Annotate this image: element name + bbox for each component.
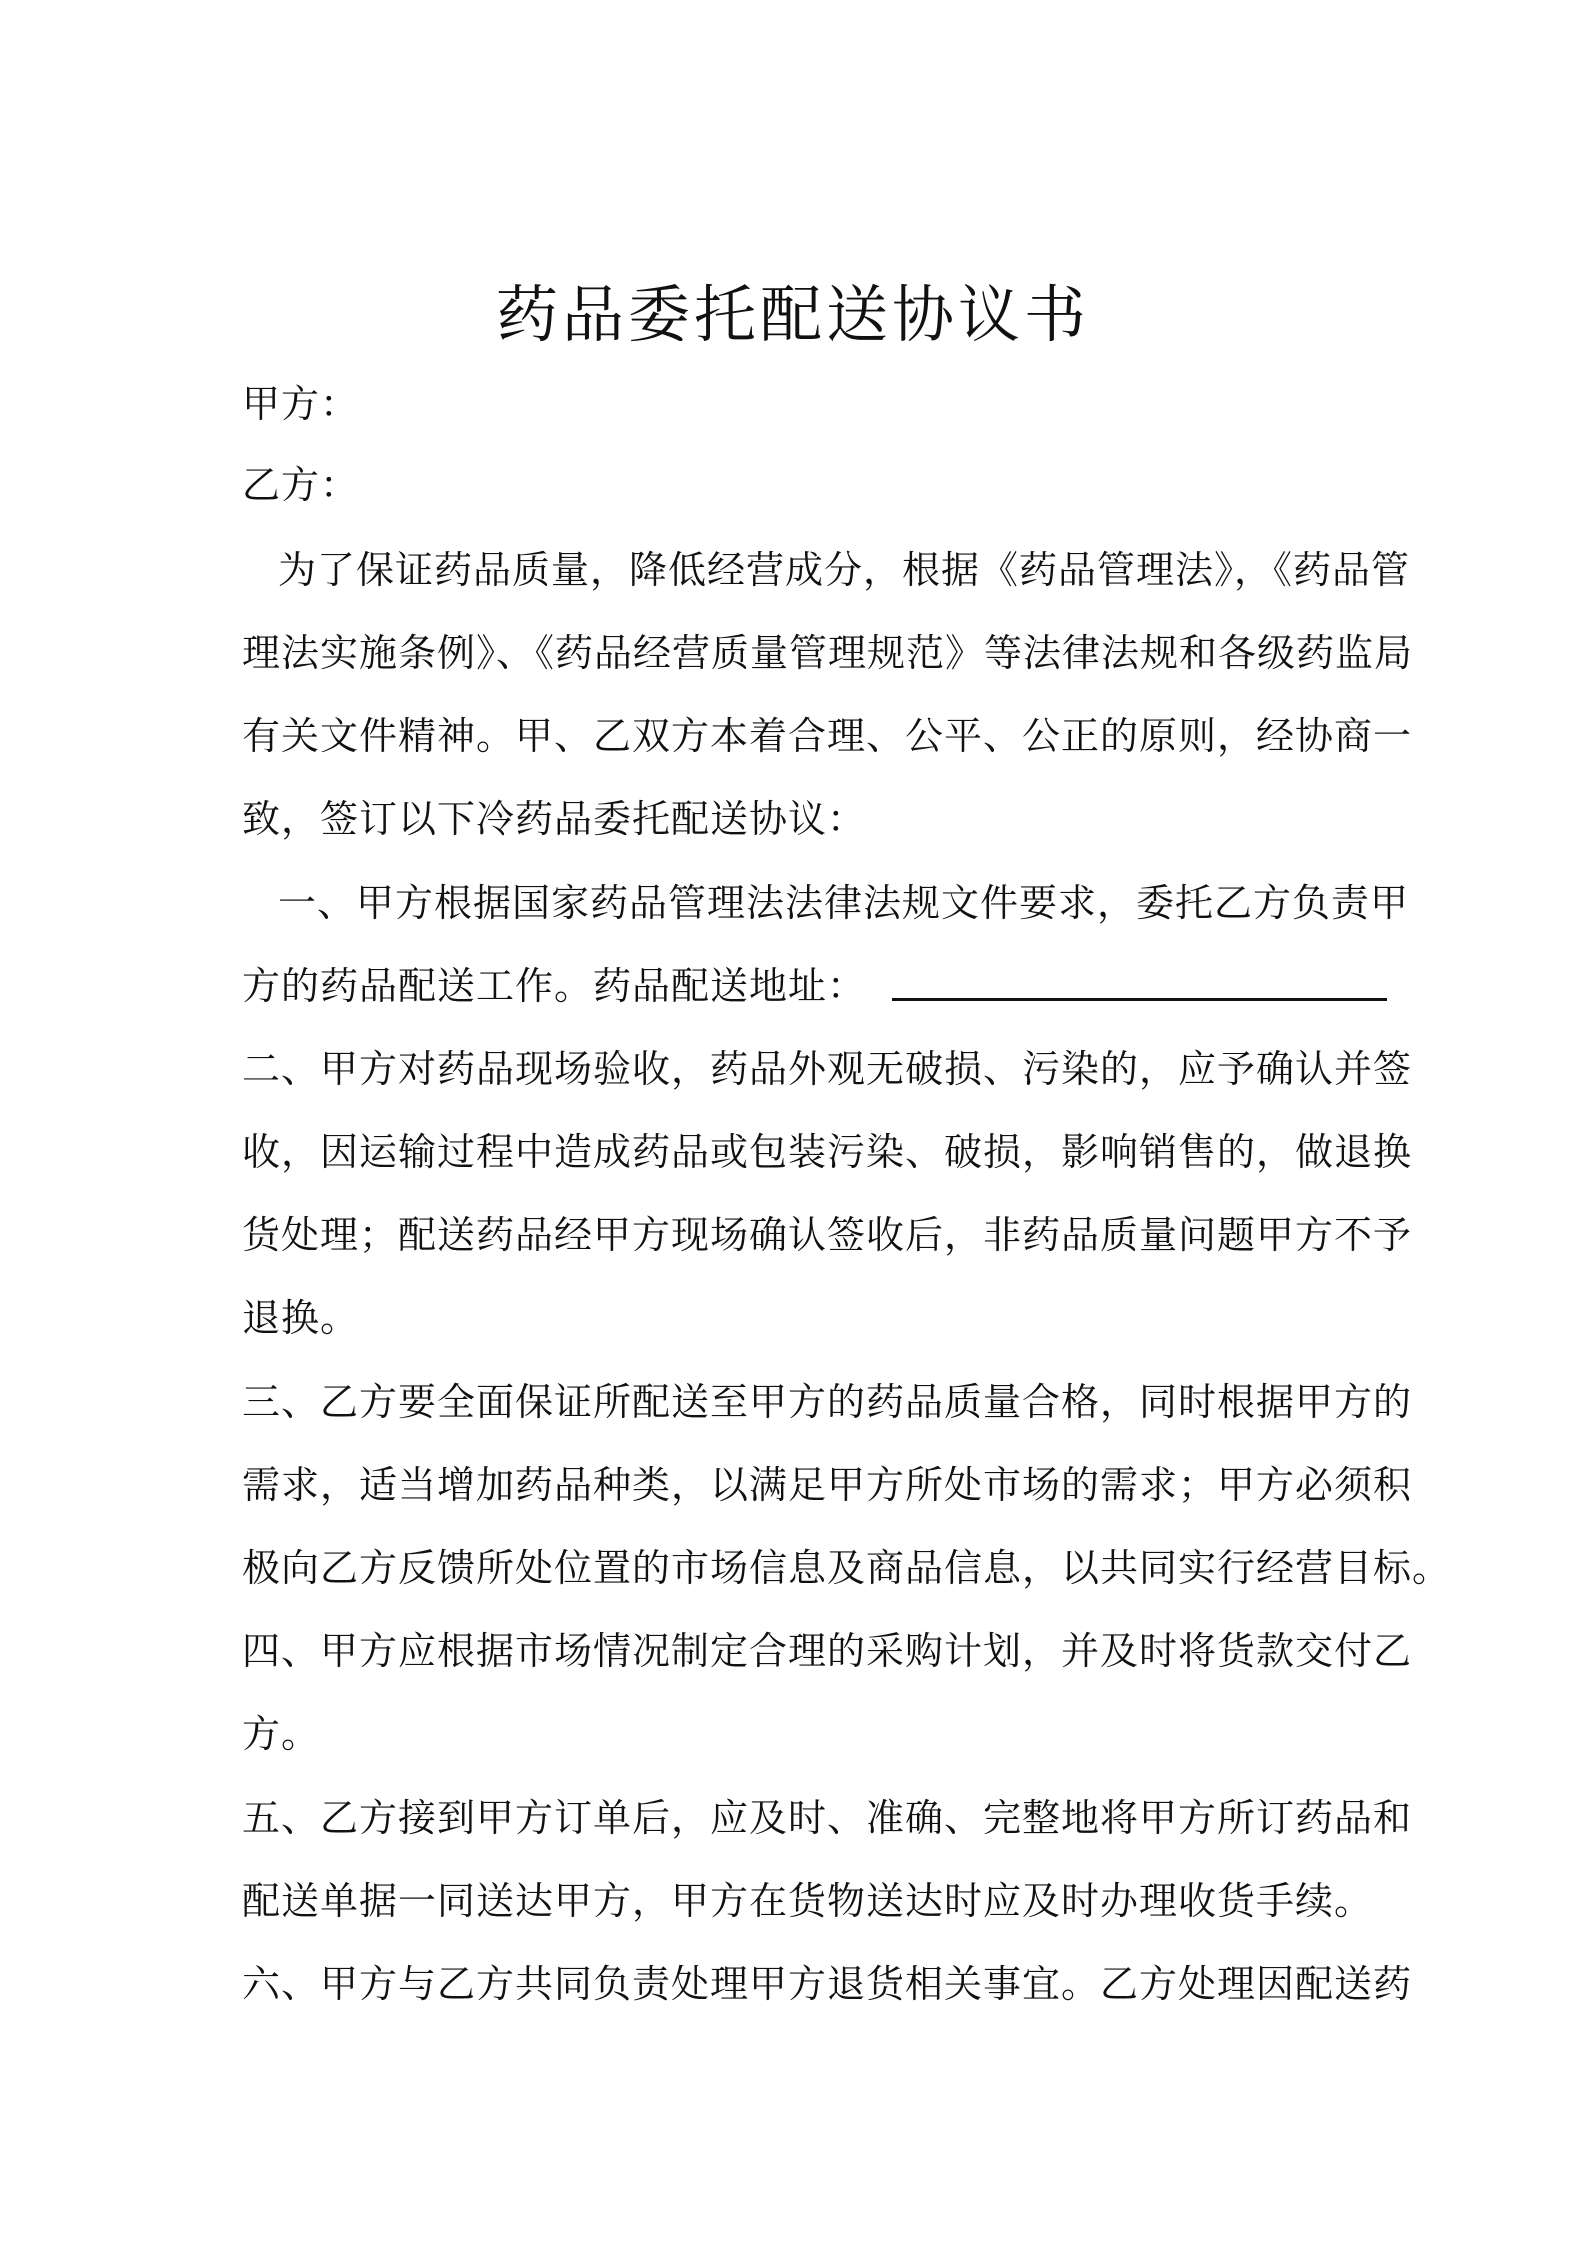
clause-3-line-3: 极向乙方反馈所处位置的市场信息及商品信息，以共同实行经营目标。 [242, 1546, 1452, 1590]
document-title: 药品委托配送协议书 [495, 278, 1090, 351]
intro-line-1: 为了保证药品质量，降低经营成分，根据《药品管理法》，《药品管 [278, 548, 1411, 592]
intro-line-3: 有关文件精神。甲、乙双方本着合理、公平、公正的原则，经协商一 [242, 714, 1413, 758]
clause-3-line-2: 需求，适当增加药品种类，以满足甲方所处市场的需求；甲方必须积 [242, 1463, 1413, 1507]
clause-2-line-3: 货处理；配送药品经甲方现场确认签收后，非药品质量问题甲方不予 [242, 1213, 1413, 1257]
delivery-address-label: 方的药品配送工作。药品配送地址： [242, 964, 867, 1008]
clause-5-line-1: 五、乙方接到甲方订单后，应及时、准确、完整地将甲方所订药品和 [242, 1796, 1413, 1840]
party-a-label: 甲方： [242, 382, 360, 426]
clause-1-line-1: 一、甲方根据国家药品管理法法律法规文件要求，委托乙方负责甲 [278, 881, 1410, 925]
clause-6-line-1: 六、甲方与乙方共同负责处理甲方退货相关事宜。乙方处理因配送药 [242, 1962, 1413, 2006]
delivery-address-blank-line [892, 960, 1387, 1001]
clause-4-line-2: 方。 [242, 1712, 321, 1756]
clause-5-line-2: 配送单据一同送达甲方，甲方在货物送达时应及时办理收货手续。 [242, 1879, 1374, 1923]
intro-line-4: 致，签订以下冷药品委托配送协议： [242, 797, 867, 841]
party-b-label: 乙方： [242, 463, 360, 507]
clause-2-line-4: 退换。 [242, 1296, 360, 1340]
clause-2-line-1: 二、甲方对药品现场验收，药品外观无破损、污染的，应予确认并签 [242, 1047, 1413, 1091]
clause-1-line-2 [242, 958, 1387, 1014]
clause-2-line-2: 收，因运输过程中造成药品或包装污染、破损，影响销售的，做退换 [242, 1130, 1413, 1174]
clause-4-line-1: 四、甲方应根据市场情况制定合理的采购计划，并及时将货款交付乙 [242, 1629, 1413, 1673]
intro-line-2: 理法实施条例》、《药品经营质量管理规范》等法律法规和各级药监局 [242, 631, 1414, 675]
clause-3-line-1: 三、乙方要全面保证所配送至甲方的药品质量合格，同时根据甲方的 [242, 1380, 1413, 1424]
